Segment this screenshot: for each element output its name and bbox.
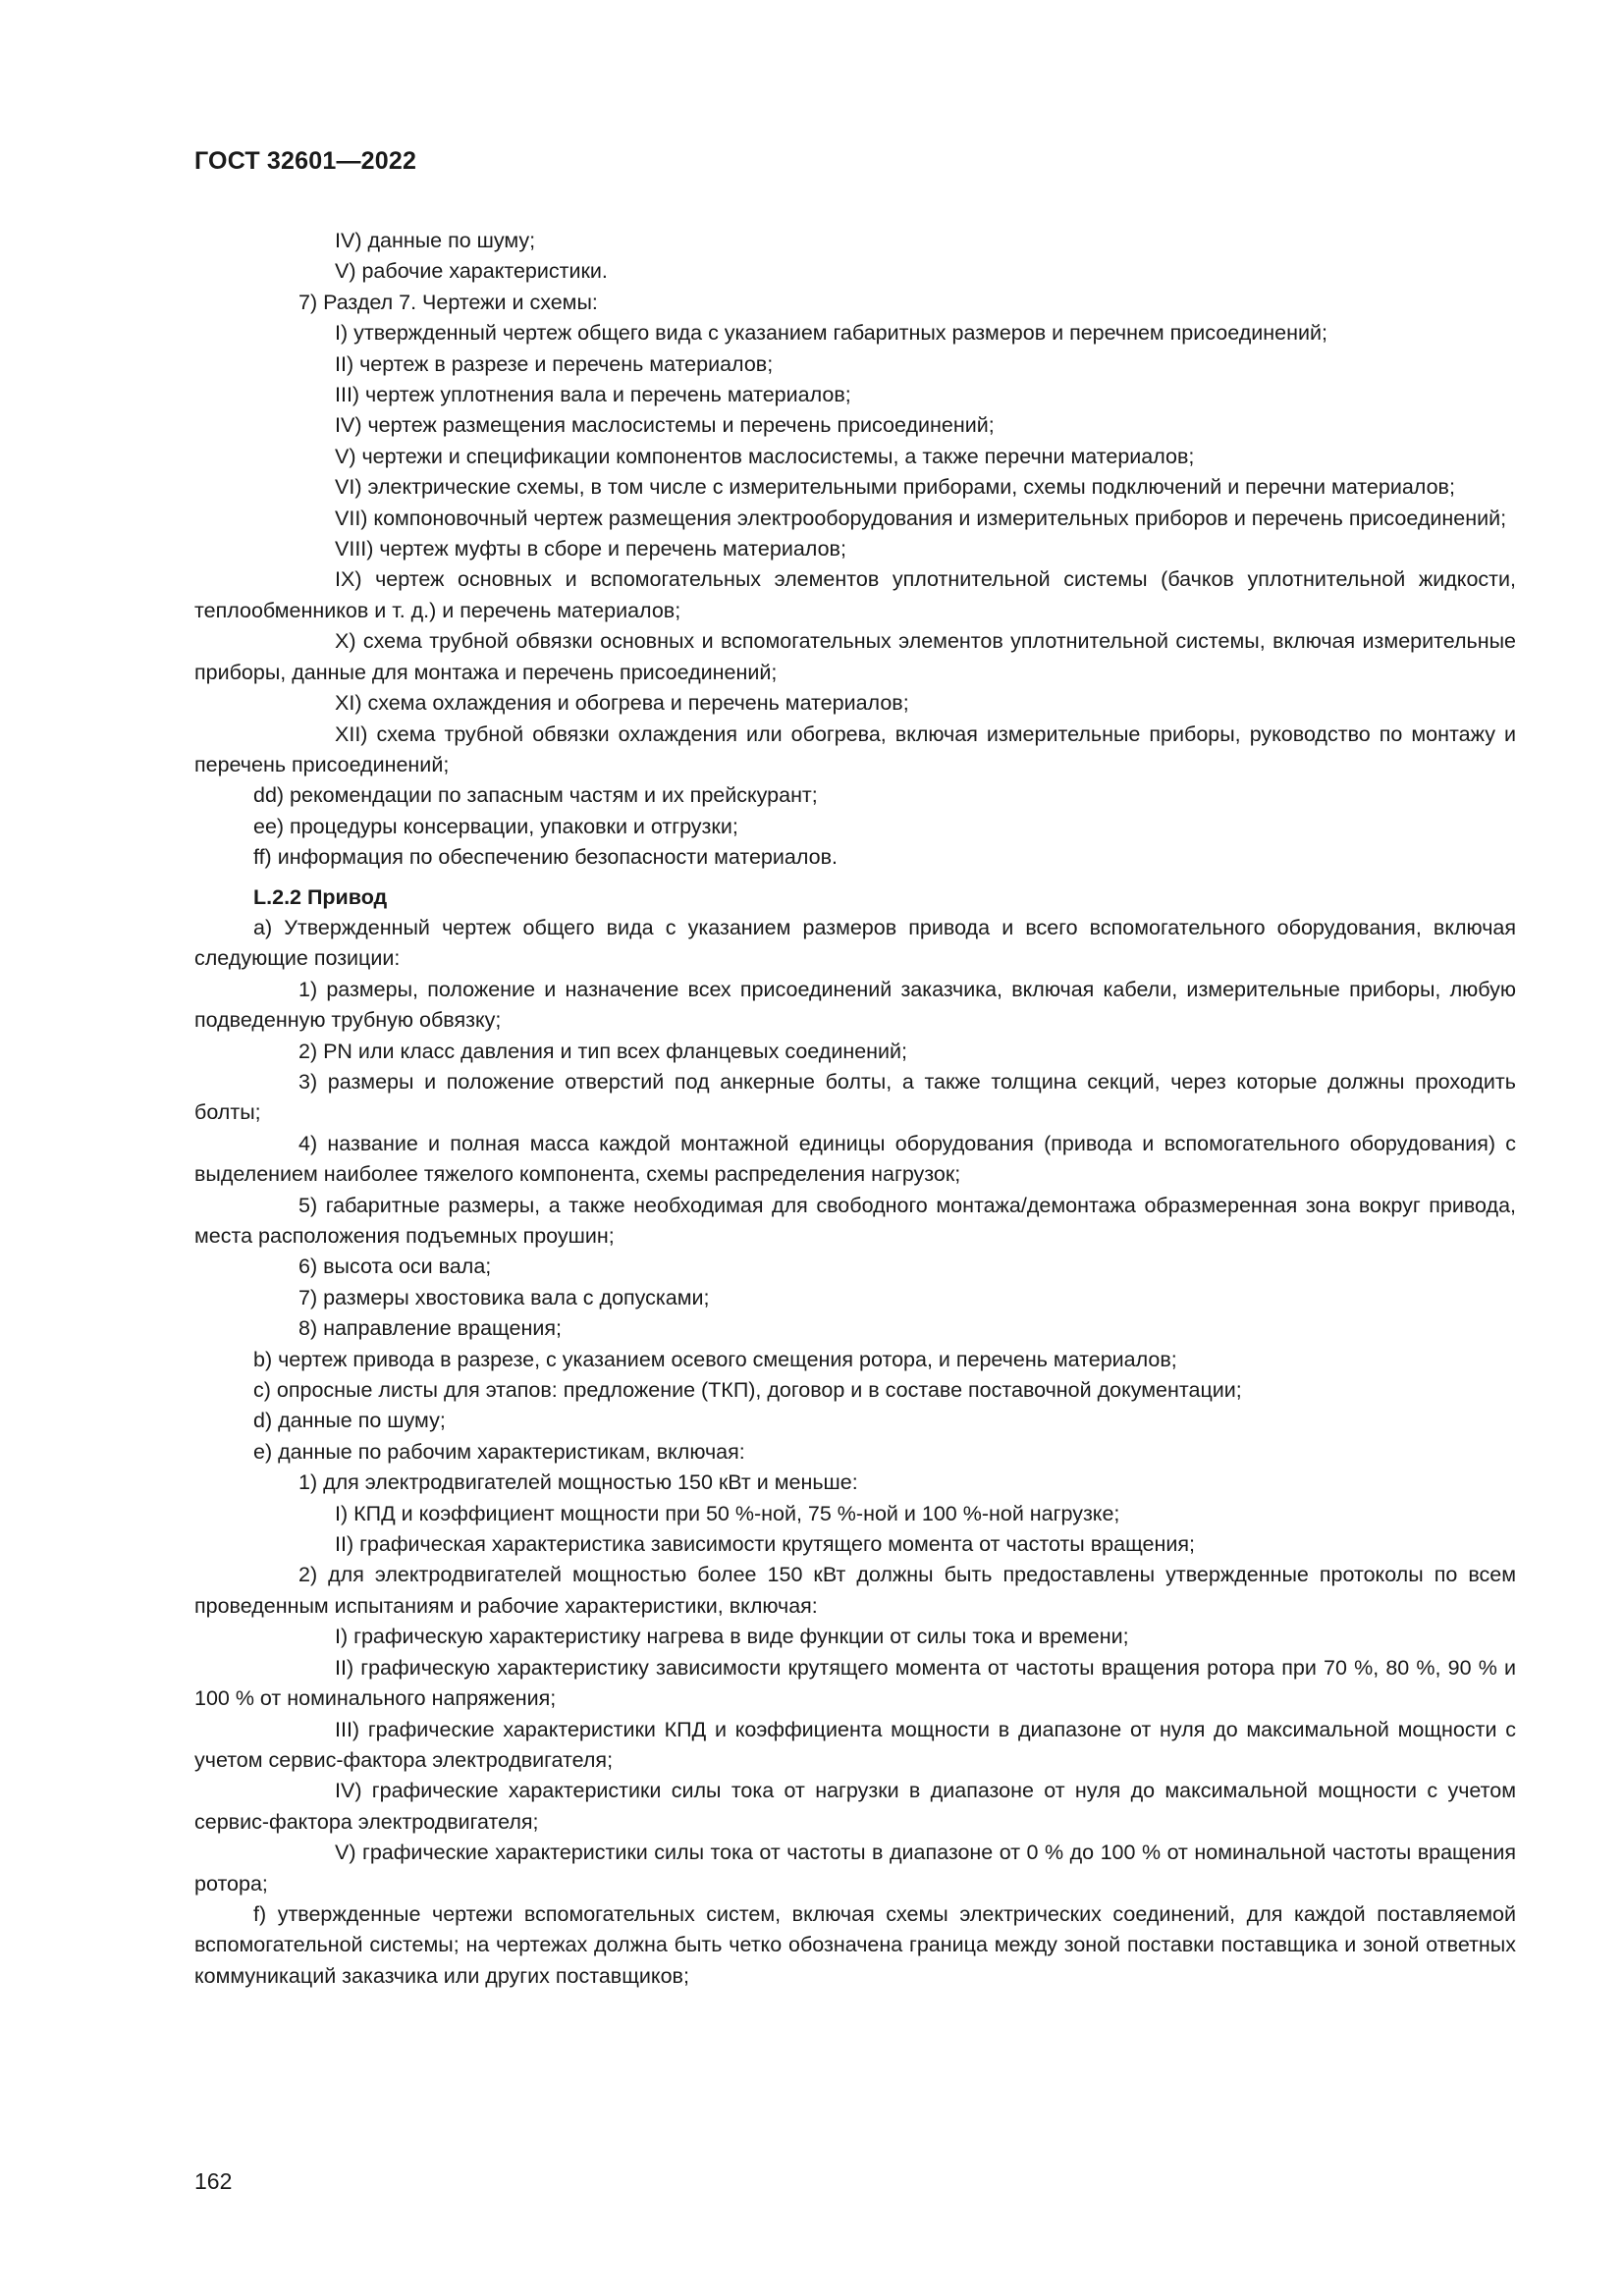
document-body <box>194 226 1516 1992</box>
paragraph: 8) направление вращения; <box>298 1316 562 1341</box>
paragraph: c) опросные листы для этапов: предложение (ТКП), договор и в составе поставочной документации; <box>253 1378 1242 1403</box>
paragraph: 7) Раздел 7. Чертежи и схемы: <box>298 290 598 314</box>
paragraph: ee) процедуры консервации, упаковки и отгрузки; <box>253 814 738 838</box>
paragraph: III) графические характеристики КПД и коэффициента мощности в диапазоне от нуля до максимальной мощности с учетом сервис-фактора электродвигателя; <box>194 1717 1516 1772</box>
paragraph: X) схема трубной обвязки основных и вспомогательных элементов уплотнительной системы, включая измерительные приборы, данные для монтажа и перечень присоединений; <box>194 629 1516 684</box>
page-number: 162 <box>194 2168 233 2194</box>
paragraph: XII) схема трубной обвязки охлаждения или обогрева, включая измерительные приборы, руководство по монтажу и перечень присоединений; <box>194 721 1516 776</box>
paragraph: IX) чертеж основных и вспомогательных элементов уплотнительной системы (бачков уплотнительной жидкости, теплообменников и т. д.) и перечень материалов; <box>194 567 1516 622</box>
paragraph: V) графические характеристики силы тока от частоты в диапазоне от 0 % до 100 % от номинальной частоты вращения ротора; <box>194 1841 1516 1896</box>
document-header: ГОСТ 32601—2022 <box>194 147 417 175</box>
paragraph: 3) размеры и положение отверстий под анкерные болты, а также толщина секций, через которые должны проходить болты; <box>194 1069 1516 1125</box>
paragraph: III) чертеж уплотнения вала и перечень материалов; <box>335 383 851 407</box>
paragraph: IV) данные по шуму; <box>335 229 536 252</box>
paragraph: e) данные по рабочим характеристикам, включая: <box>253 1439 745 1464</box>
paragraph: VIII) чертеж муфты в сборе и перечень материалов; <box>335 537 846 561</box>
paragraph: 4) название и полная масса каждой монтажной единицы оборудования (привода и вспомогательного оборудования) с выделением наиболее тяжелого компонента, схемы распределения нагрузок; <box>194 1131 1516 1187</box>
paragraph: VII) компоновочный чертеж размещения электрооборудования и измерительных приборов и перечень присоединений; <box>335 506 1507 530</box>
paragraph: XI) схема охлаждения и обогрева и перечень материалов; <box>335 691 909 716</box>
paragraph: 5) габаритные размеры, а также необходимая для свободного монтажа/демонтажа образмеренная зона вокруг привода, места расположения подъемных проушин; <box>194 1193 1516 1248</box>
paragraph: 2) PN или класс давления и тип всех фланцевых соединений; <box>298 1039 908 1063</box>
paragraph: V) чертежи и спецификации компонентов маслосистемы, а также перечни материалов; <box>335 444 1195 468</box>
section-heading: L.2.2 Привод <box>253 884 388 909</box>
paragraph: 1) для электродвигателей мощностью 150 кВт и меньше: <box>298 1470 858 1495</box>
paragraph: II) чертеж в разрезе и перечень материалов; <box>335 351 774 376</box>
paragraph: a) Утвержденный чертеж общего вида с указанием размеров привода и всего вспомогательного оборудования, включая следующие позиции: <box>194 915 1516 971</box>
paragraph: 7) размеры хвостовика вала с допусками; <box>298 1285 710 1309</box>
paragraph: f) утвержденные чертежи вспомогательных систем, включая схемы электрических соединений, для каждой поставляемой вспомогательной системы; на чертежах должна быть четко обозначена граница между зоной поставки поставщика и зоной ответных коммуникаций заказчика или других поставщиков; <box>194 1901 1516 1988</box>
paragraph: b) чертеж привода в разрезе, с указанием осевого смещения ротора, и перечень материалов; <box>253 1347 1177 1371</box>
paragraph: dd) рекомендации по запасным частям и их прейскурант; <box>253 783 818 808</box>
paragraph: V) рабочие характеристики. <box>335 259 608 284</box>
paragraph: 2) для электродвигателей мощностью более 150 кВт должны быть предоставлены утвержденные протоколы по всем проведенным испытаниям и рабочие характеристики, включая: <box>194 1563 1516 1618</box>
paragraph: II) графическую характеристику зависимости крутящего момента от частоты вращения ротора при 70 %, 80 %, 90 % и 100 % от номинального напряжения; <box>194 1655 1516 1711</box>
paragraph: I) графическую характеристику нагрева в виде функции от силы тока и времени; <box>335 1625 1129 1649</box>
paragraph: 6) высота оси вала; <box>298 1255 492 1279</box>
paragraph: ff) информация по обеспечению безопасности материалов. <box>253 845 838 870</box>
paragraph: IV) графические характеристики силы тока от нагрузки в диапазоне от нуля до максимальной мощности с учетом сервис-фактора электродвигателя; <box>194 1779 1516 1834</box>
paragraph: VI) электрические схемы, в том числе с измерительными приборами, схемы подключений и перечни материалов; <box>335 475 1455 500</box>
paragraph: I) КПД и коэффициент мощности при 50 %-ной, 75 %-ной и 100 %-ной нагрузке; <box>335 1501 1120 1525</box>
paragraph: I) утвержденный чертеж общего вида с указанием габаритных размеров и перечнем присоединений; <box>335 321 1327 346</box>
paragraph: IV) чертеж размещения маслосистемы и перечень присоединений; <box>335 413 995 438</box>
paragraph: 1) размеры, положение и назначение всех присоединений заказчика, включая кабели, измерительные приборы, любую подведенную трубную обвязку; <box>194 977 1516 1033</box>
paragraph: d) данные по шуму; <box>253 1409 446 1433</box>
paragraph: II) графическая характеристика зависимости крутящего момента от частоты вращения; <box>335 1532 1195 1557</box>
